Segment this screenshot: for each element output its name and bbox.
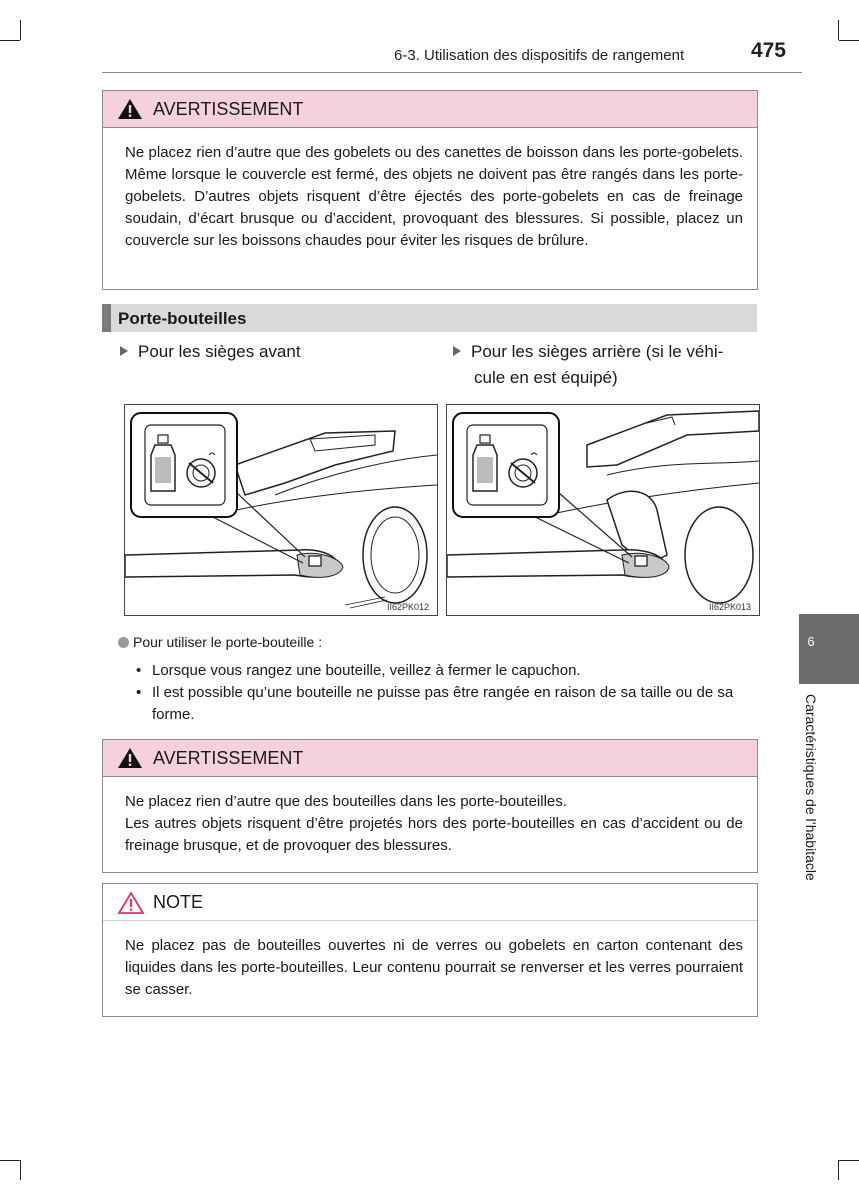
warning-label: AVERTISSEMENT [153, 99, 304, 119]
warning-triangle-icon [117, 98, 143, 120]
subhead-rear [453, 339, 753, 391]
warning-bar [103, 91, 757, 128]
arrow-right-icon [120, 346, 128, 356]
subhead-rear-line2: cule en est équipé) [474, 368, 618, 387]
subhead-front [120, 339, 301, 365]
door-illustration [125, 405, 437, 615]
chapter-title-text: Caractéristiques de l’habitacle [803, 694, 819, 881]
crop-mark [20, 1160, 21, 1180]
arrow-right-icon [453, 346, 461, 356]
page-number: 475 [750, 39, 786, 62]
figure-code: II62PK012 [386, 602, 429, 612]
section-header-title: Porte-bouteilles [118, 309, 247, 328]
door-illustration [447, 405, 759, 615]
subhead-rear-line1: Pour les sièges arrière (si le véhi- [471, 342, 724, 361]
page-header [102, 39, 786, 76]
bullet: • [136, 662, 142, 679]
list-item [134, 660, 754, 682]
warning-triangle-icon [117, 747, 143, 769]
usage-intro [118, 634, 322, 650]
list-item-text: Lorsque vous rangez une bouteille, veillez à fermer le capuchon. [152, 662, 581, 679]
circle-bullet-icon [118, 637, 129, 648]
header-rule [102, 72, 802, 73]
warning-text-line2: Les autres objets risquent d’être projetés hors des porte-bouteilles en cas d’accident ou de freinage brusque, et de provoquer des blessures. [125, 815, 743, 854]
note-box [102, 883, 758, 1017]
chapter-title [793, 694, 833, 914]
warning-text [103, 777, 757, 857]
section-title: 6-3. Utilisation des dispositifs de rangement [394, 47, 685, 64]
warning-box-bottles [102, 739, 758, 873]
illustration-front-bottle-holder [124, 404, 438, 616]
chapter-number: 6 [807, 634, 815, 649]
warning-text-line1: Ne placez rien d’autre que des bouteilles dans les porte-bouteilles. [125, 793, 567, 810]
note-bar [103, 884, 757, 921]
crop-mark [838, 20, 839, 40]
section-header-accent [102, 304, 111, 332]
note-label: NOTE [153, 892, 204, 912]
note-text: Ne placez pas de bouteilles ouvertes ni de verres ou gobelets en carton contenant des liquides dans les porte-bouteilles. Leur contenu pourrait se renverser et les verres pourraient se casser. [125, 937, 743, 998]
warning-box-cupholders [102, 90, 758, 290]
warning-text: Ne placez rien d’autre que des gobelets ou des canettes de boisson dans les porte-gobelets. Même lorsque le couvercle est fermé, des objets ne doivent pas être rangés dans les porte-gobelets. D’autres objets risquent d’être éjectés des porte-gobelets en cas de freinage soudain, d’écart brusque ou d’accident, provoquant des blessures. Si possible, placez un couvercle sur les boissons chaudes pour éviter les risques de brûlure. [125, 144, 743, 249]
warning-label: AVERTISSEMENT [153, 748, 304, 768]
list-item-text: Il est possible qu’une bouteille ne puisse pas être rangée en raison de sa taille ou de sa forme. [152, 684, 734, 723]
chapter-tab [799, 614, 859, 684]
usage-list [134, 660, 754, 726]
crop-mark [0, 1160, 20, 1161]
usage-intro-text: Pour utiliser le porte-bouteille : [133, 634, 323, 650]
crop-mark [839, 40, 859, 41]
crop-mark [838, 1160, 839, 1180]
bullet: • [136, 684, 142, 701]
crop-mark [20, 20, 21, 40]
list-item [134, 682, 754, 726]
warning-bar [103, 740, 757, 777]
crop-mark [0, 40, 20, 41]
figure-code: II62PK013 [708, 602, 751, 612]
caution-triangle-icon [117, 891, 145, 915]
crop-mark [839, 1160, 859, 1161]
illustration-rear-bottle-holder [446, 404, 760, 616]
subhead-front-text: Pour les sièges avant [138, 342, 301, 361]
section-header [102, 304, 757, 332]
